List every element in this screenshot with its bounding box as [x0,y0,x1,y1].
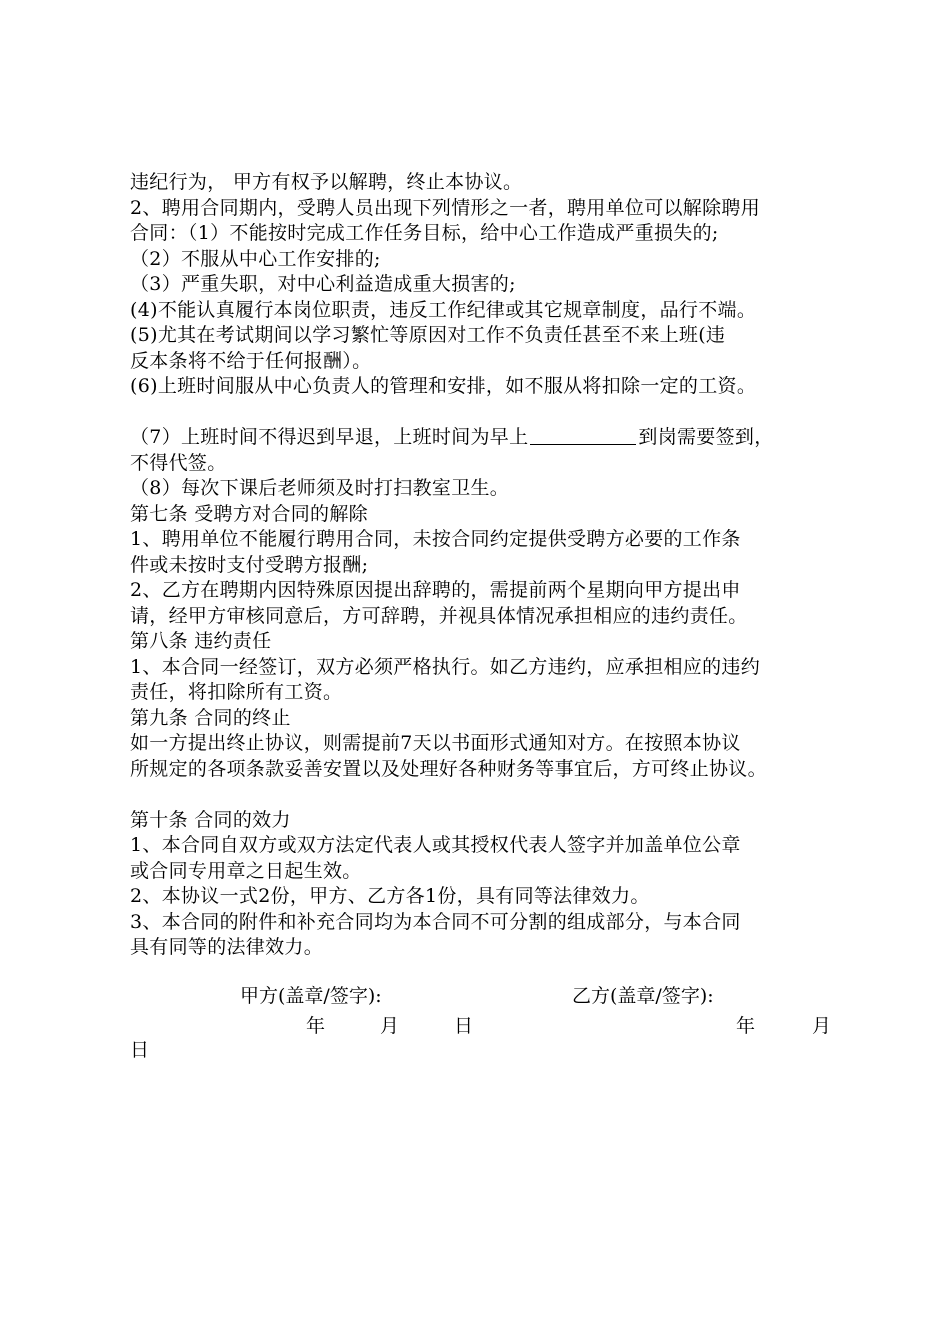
party-a-signature-label: 甲方(盖章/签字): [240,985,382,1007]
text-line: 1、本合同自双方或双方法定代表人或其授权代表人签字并加盖单位公章 [130,834,741,856]
text-line: 责任，将扣除所有工资。 [130,681,343,703]
contract-body [130,170,842,961]
text-line: 违纪行为， 甲方有权予以解聘，终止本协议。 [130,171,523,193]
section-heading: 第八条 违约责任 [130,630,272,652]
party-a-date-day: 日 [454,1015,474,1037]
text-line: 或合同专用章之日起生效。 [130,859,362,882]
text-line: 件或未按时支付受聘方报酬; [130,553,369,576]
text-line: 所规定的各项条款妥善安置以及处理好各种财务等事宜后，方可终止协议。 [130,757,767,780]
text-line: 2、乙方在聘期内因特殊原因提出辞聘的，需提前两个星期向甲方提出申 [130,579,741,601]
text-line: （2）不服从中心工作安排的; [130,247,381,270]
text-line: (5)尤其在考试期间以学习繁忙等原因对工作不负责任甚至不来上班(违 [130,324,726,346]
text-line: 不得代签。 [130,451,227,474]
text-line: 2、聘用合同期内，受聘人员出现下列情形之一者，聘用单位可以解除聘用 [130,196,760,219]
party-b-date-month: 月 [812,1015,832,1037]
section-heading: 第九条 合同的终止 [130,706,291,729]
text-line: 合同：（1）不能按时完成工作任务目标，给中心工作造成严重损失的; [130,222,719,244]
text-line: 3、本合同的附件和补充合同均为本合同不可分割的组成部分，与本合同 [130,910,741,933]
blank-line [130,782,842,808]
blank-line [130,400,842,426]
text-line-with-blank [130,425,842,451]
text-line: 具有同等的法律效力。 [130,936,324,958]
text-line: 反本条将不给于任何报酬）。 [130,349,372,372]
text-fragment: 到岗需要签到， [638,426,774,448]
party-b-date-year: 年 [736,1015,756,1037]
party-a-date-year: 年 [306,1015,326,1037]
text-line: 1、本合同一经签订，双方必须严格执行。如乙方违约，应承担相应的违约 [130,655,760,678]
text-line: (6)上班时间服从中心负责人的管理和安排，如不服从将扣除一定的工资。 [130,375,757,397]
text-line: (4)不能认真履行本岗位职责，违反工作纪律或其它规章制度，品行不端。 [130,298,757,321]
text-fragment: （7）上班时间不得迟到早退，上班时间为早上 [130,426,529,448]
text-line: 1、聘用单位不能履行聘用合同，未按合同约定提供受聘方必要的工作条 [130,528,741,550]
fill-in-blank [530,425,636,445]
section-heading: 第十条 合同的效力 [130,808,291,831]
text-line: （8）每次下课后老师须及时打扫教室卫生。 [130,477,510,499]
party-a-date-month: 月 [380,1015,400,1037]
text-line: 2、本协议一式2份，甲方、乙方各1份，具有同等法律效力。 [130,885,650,907]
text-line: 请，经甲方审核同意后，方可辞聘，并视具体情况承担相应的违约责任。 [130,604,748,627]
party-b-date-day: 日 [130,1039,150,1061]
text-line: （3）严重失职，对中心利益造成重大损害的; [130,273,516,295]
section-heading: 第七条 受聘方对合同的解除 [130,502,368,525]
text-line: 如一方提出终止协议，则需提前7天以书面形式通知对方。在按照本协议 [130,732,741,754]
party-b-signature-label: 乙方(盖章/签字): [572,985,714,1007]
